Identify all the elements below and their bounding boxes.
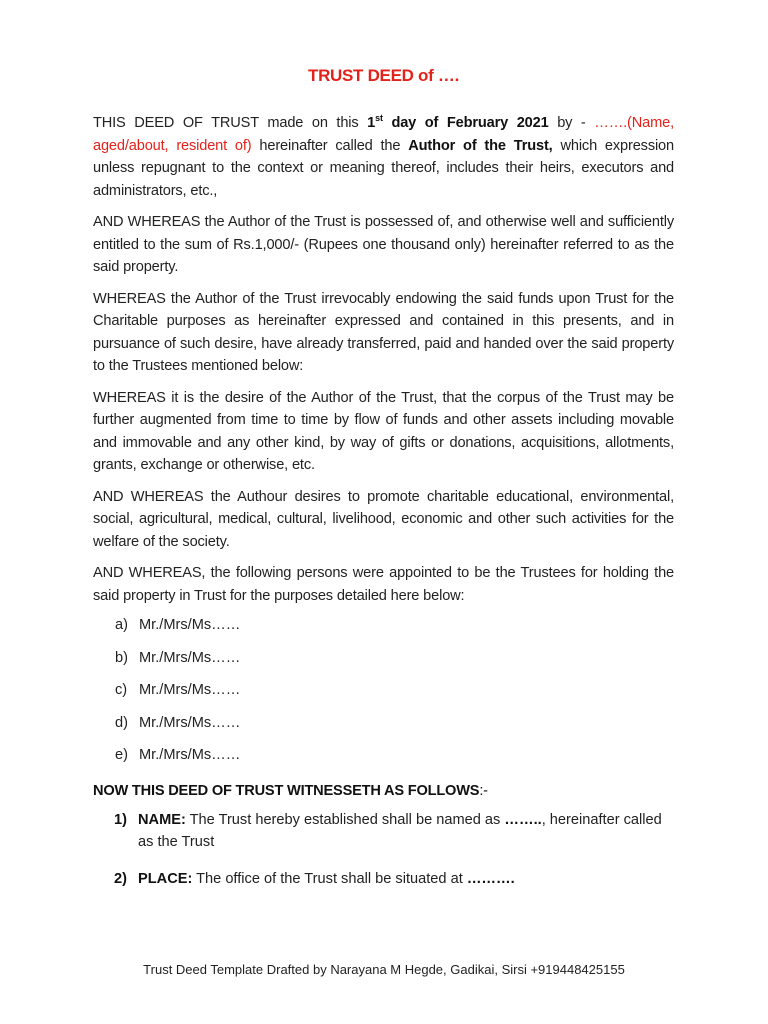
- list-marker: b): [115, 649, 128, 666]
- clause-item-place: [93, 868, 674, 891]
- trustee-name: Mr./Mrs/Ms……: [139, 617, 241, 633]
- witness-heading-text: NOW THIS DEED OF TRUST WITNESSETH AS FOLLOWS: [93, 782, 480, 799]
- list-marker: a): [115, 617, 128, 633]
- trustee-item: [115, 747, 674, 780]
- clause-item-name: [93, 809, 674, 854]
- list-marker: d): [115, 714, 128, 731]
- day-number: 1: [367, 115, 376, 131]
- clause-number: 2): [114, 870, 127, 887]
- paragraph-trustees: AND WHEREAS, the following persons were appointed to be the Trustees for holding the said property in Trust for the purposes detailed here below:: [93, 565, 674, 604]
- document-title: TRUST DEED of ….: [307, 66, 460, 85]
- list-marker: e): [115, 747, 128, 763]
- paragraph-endowment: WHEREAS the Author of the Trust irrevocably endowing the said funds upon Trust for the Charitable purposes as hereinafter expressed and contained in this presents, and in pursuance of such desire, have already transferred, paid and handed over the said property to the Trustees mentioned below:: [93, 290, 674, 374]
- trustee-name: Mr./Mrs/Ms……: [139, 747, 241, 763]
- clause-text: The office of the Trust shall be situated at: [192, 870, 467, 887]
- paragraph-corpus: WHEREAS it is the desire of the Author of the Trust, that the corpus of the Trust may be further augmented from time to time by flow of funds and other assets including movable and immovable and any other kind, by way of gifts or donations, acquisitions, allotments, grants, exchange or otherwise, etc.: [93, 389, 674, 473]
- paragraph-objectives: AND WHEREAS the Authour desires to promote charitable educational, environmental, social, agricultural, medical, cultural, livelihood, economic and other such activities for the welfare of the society.: [93, 488, 674, 550]
- trustee-item: [115, 682, 674, 715]
- by-text: by -: [548, 115, 595, 131]
- day-suffix: st: [375, 113, 383, 124]
- intro-text: THIS DEED OF TRUST made on this: [93, 115, 368, 131]
- clause-blank: ……..: [504, 811, 542, 828]
- trustee-list: [93, 617, 674, 780]
- expression-text: which expression unless repugnant to the context or meaning thereof, includes their heirs, executors and administrators, etc.,: [93, 137, 674, 199]
- paragraph-property: AND WHEREAS the Author of the Trust is possessed of, and otherwise well and sufficiently entitled to the sum of Rs.1,000/- (Rupees one thousand only) hereinafter referred to as the said property.: [93, 214, 674, 275]
- trustee-name: Mr./Mrs/Ms……: [139, 714, 241, 731]
- author-details-placeholder: …….(Name, aged/about, resident of): [93, 115, 674, 154]
- clause-blank: ……….: [466, 870, 515, 887]
- trustee-item: [115, 617, 674, 650]
- trustee-name: Mr./Mrs/Ms……: [139, 682, 241, 698]
- clause-list: [93, 809, 674, 891]
- paragraph-deed-intro: [93, 112, 674, 202]
- trustee-item: [115, 650, 674, 683]
- list-marker: c): [115, 682, 128, 698]
- trustee-item: [115, 715, 674, 748]
- clause-number: 1): [114, 811, 127, 828]
- page-footer: Trust Deed Template Drafted by Narayana M Hegde, Gadikai, Sirsi +919448425155: [143, 962, 625, 977]
- author-of-trust-label: Author of the Trust,: [408, 137, 553, 154]
- witness-heading: [93, 783, 674, 799]
- clause-label: PLACE:: [138, 870, 193, 887]
- clause-label: NAME:: [138, 811, 186, 828]
- called-text: hereinafter called the: [251, 137, 409, 154]
- clause-text: The Trust hereby established shall be named as: [185, 811, 505, 828]
- deed-date: [367, 115, 548, 131]
- clause-text-after: , hereinafter called as the Trust: [138, 811, 662, 850]
- date-rest: day of February 2021: [382, 115, 549, 131]
- trustee-name: Mr./Mrs/Ms……: [139, 649, 241, 666]
- witness-heading-suffix: :-: [479, 782, 488, 799]
